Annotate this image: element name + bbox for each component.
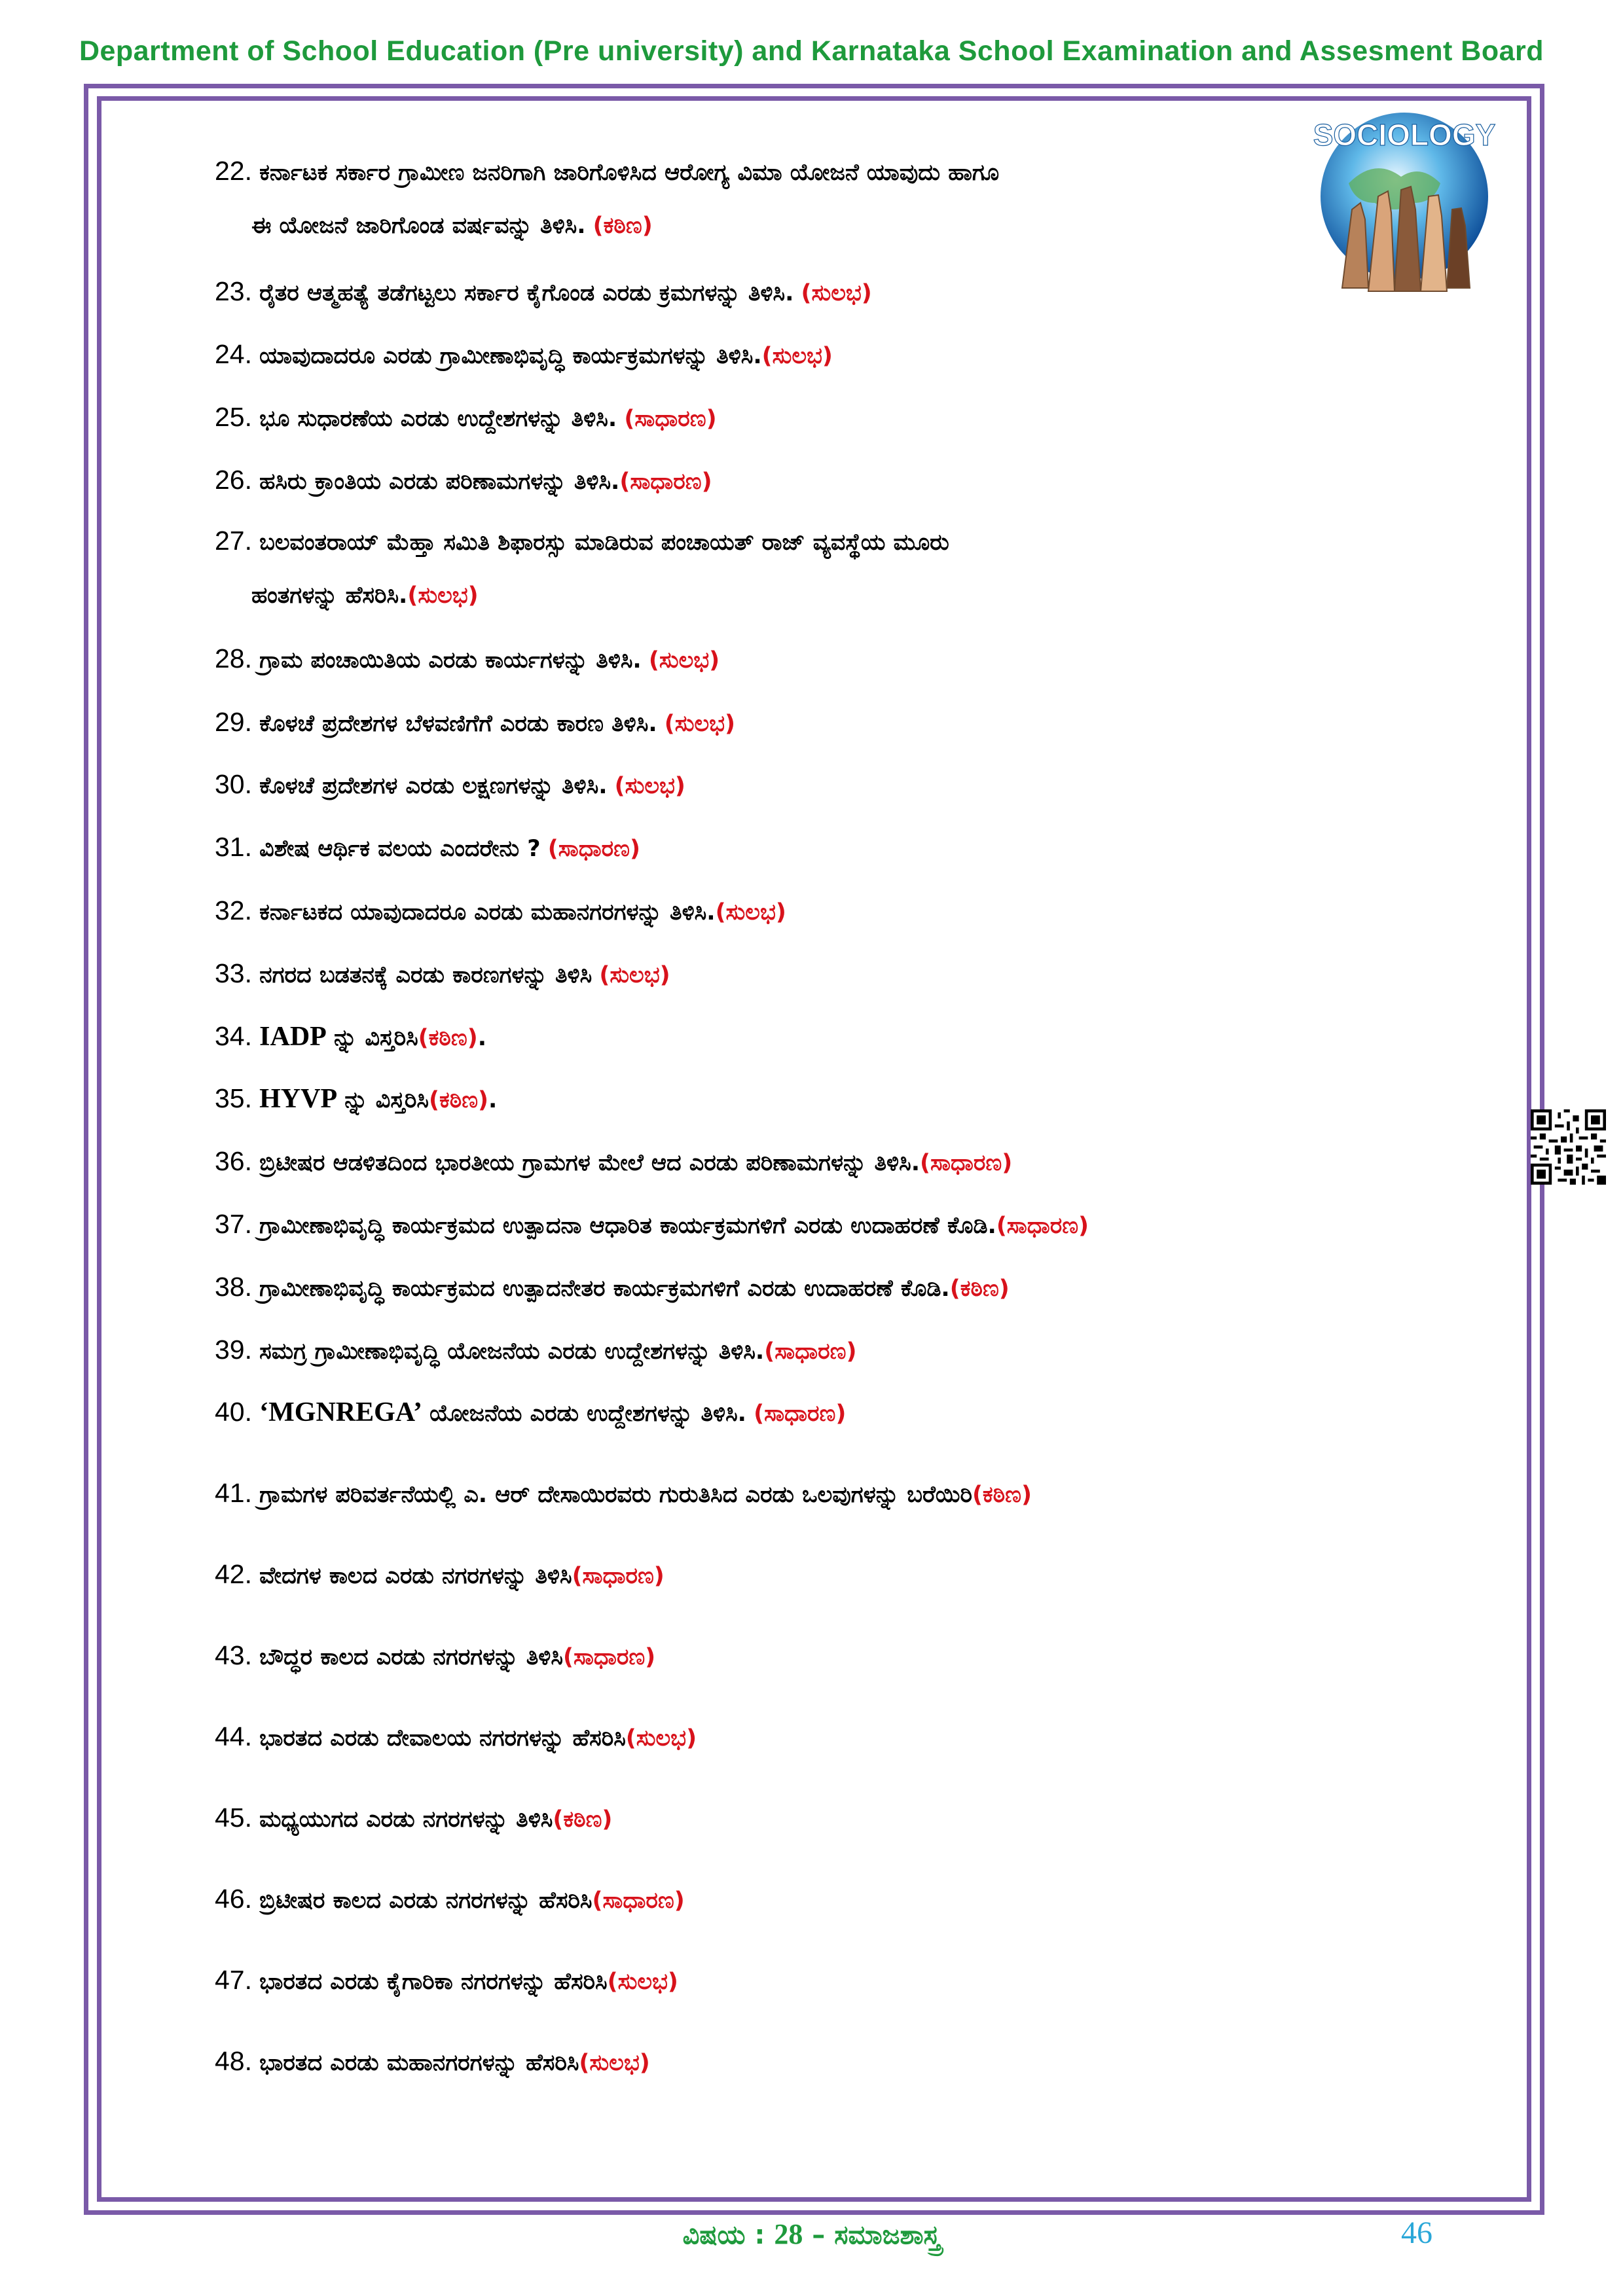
difficulty-label: (ಸುಲಭ) xyxy=(625,1725,697,1751)
difficulty-label: (ಸಾಧಾರಣ) xyxy=(624,406,717,432)
question-item xyxy=(215,2046,1341,2077)
question-item xyxy=(215,465,1341,495)
question-text: ಬ್ರಿಟೀಷರ ಆಡಳಿತದಿಂದ ಭಾರತೀಯ ಗ್ರಾಮಗಳ ಮೇಲೆ ಆದ ಎರಡು ಪರಿಣಾಮಗಳನ್ನು ತಿಳಿಸಿ. xyxy=(259,1150,920,1176)
difficulty-label: (ಸುಲಭ) xyxy=(579,2050,650,2076)
question-text-cont: ಈ ಯೋಜನೆ ಜಾರಿಗೊಂಡ ವರ್ಷವನ್ನು ತಿಳಿಸಿ. xyxy=(251,213,586,239)
question-number: 43. xyxy=(215,1640,252,1670)
difficulty-label: (ಸುಲಭ) xyxy=(614,773,685,799)
difficulty-label: (ಸುಲಭ) xyxy=(801,280,872,306)
question-text: ಭಾರತದ ಎರಡು ದೇವಾಲಯ ನಗರಗಳನ್ನು ಹೆಸರಿಸಿ xyxy=(259,1725,626,1751)
difficulty-label: (ಸಾಧಾರಣ) xyxy=(919,1150,1013,1176)
question-number: 48. xyxy=(215,2046,252,2076)
difficulty-label: (ಕಠಿಣ) xyxy=(949,1276,1010,1302)
question-number: 47. xyxy=(215,1965,252,1995)
question-text-cont: ಹಂತಗಳನ್ನು ಹೆಸರಿಸಿ. xyxy=(251,583,408,609)
question-item xyxy=(215,895,1341,926)
question-number: 45. xyxy=(215,1803,252,1833)
question-item xyxy=(215,832,1341,863)
question-number: 31. xyxy=(215,832,252,862)
question-text: ವೇದಗಳ ಕಾಲದ ಎರಡು ನಗರಗಳನ್ನು ತಿಳಿಸಿ xyxy=(259,1563,572,1589)
question-number: 29. xyxy=(215,707,252,737)
difficulty-label: (ಸಾಧಾರಣ) xyxy=(547,836,640,862)
question-number: 27. xyxy=(215,526,252,556)
question-item xyxy=(215,707,1341,738)
question-text: ಭಾರತದ ಎರಡು ಕೈಗಾರಿಕಾ ನಗರಗಳನ್ನು ಹೆಸರಿಸಿ xyxy=(259,1969,608,1995)
question-text: ಕರ್ನಾಟಕದ ಯಾವುದಾದರೂ ಎರಡು ಮಹಾನಗರಗಳನ್ನು ತಿಳಿಸಿ. xyxy=(259,899,716,925)
question-number: 38. xyxy=(215,1272,252,1302)
difficulty-label: (ಸುಲಭ) xyxy=(715,899,786,925)
question-item xyxy=(215,1272,1341,1302)
question-suffix: . xyxy=(477,1025,486,1051)
question-number: 24. xyxy=(215,339,252,369)
question-number: 41. xyxy=(215,1478,252,1508)
acronym-term: IADP xyxy=(259,1022,327,1052)
subject-name: ಸಮಾಜಶಾಸ್ತ್ರ xyxy=(834,2220,941,2250)
question-item xyxy=(215,1478,1341,1509)
question-number: 32. xyxy=(215,895,252,925)
question-item xyxy=(215,339,1341,370)
question-number: 40. xyxy=(215,1397,252,1427)
difficulty-label: (ಸಾಧಾರಣ) xyxy=(754,1401,847,1427)
difficulty-label: (ಕಠಿಣ) xyxy=(553,1806,613,1833)
question-text: ಸಮಗ್ರ ಗ್ರಾಮೀಣಾಭಿವೃದ್ಧಿ ಯೋಜನೆಯ ಎರಡು ಉದ್ದೇಶಗಳನ್ನು ತಿಳಿಸಿ. xyxy=(259,1338,765,1365)
question-number: 23. xyxy=(215,276,252,306)
question-text: ರೈತರ ಆತ್ಮಹತ್ಯೆ ತಡೆಗಟ್ಟಲು ಸರ್ಕಾರ ಕೈಗೊಂಡ ಎರಡು ಕ್ರಮಗಳನ್ನು ತಿಳಿಸಿ. xyxy=(259,280,794,306)
difficulty-label: (ಸಾಧಾರಣ) xyxy=(592,1888,685,1914)
question-number: 22. xyxy=(215,156,252,186)
difficulty-label: (ಸುಲಭ) xyxy=(761,343,833,369)
question-item xyxy=(215,1209,1341,1240)
logo-text: SOCIOLOGY xyxy=(1313,118,1496,152)
question-item xyxy=(215,402,1341,433)
subject-separator: – xyxy=(812,2220,826,2250)
question-item xyxy=(215,1397,1341,1428)
difficulty-label: (ಸಾಧಾರಣ) xyxy=(572,1563,665,1589)
question-text: ಮಧ್ಯಯುಗದ ಎರಡು ನಗರಗಳನ್ನು ತಿಳಿಸಿ xyxy=(259,1806,553,1833)
difficulty-label: (ಸುಲಭ) xyxy=(664,711,736,737)
question-text: ಯಾವುದಾದರೂ ಎರಡು ಗ್ರಾಮೀಣಾಭಿವೃದ್ಧಿ ಕಾರ್ಯಕ್ರಮಗಳನ್ನು ತಿಳಿಸಿ. xyxy=(259,343,762,369)
question-item xyxy=(215,643,1341,674)
question-text: ಯೋಜನೆಯ ಎರಡು ಉದ್ದೇಶಗಳನ್ನು ತಿಳಿಸಿ. xyxy=(429,1401,746,1427)
difficulty-label: (ಕಠಿಣ) xyxy=(593,213,653,239)
question-item xyxy=(215,1021,1341,1052)
question-text: ಗ್ರಾಮಗಳ ಪರಿವರ್ತನೆಯಲ್ಲಿ ಎ. ಆರ್ ದೇಸಾಯಿರವರು ಗುರುತಿಸಿದ ಎರಡು ಒಲವುಗಳನ್ನು ಬರೆಯಿರಿ xyxy=(259,1482,972,1508)
subject-prefix: ವಿಷಯ : xyxy=(682,2220,765,2250)
difficulty-label: (ಕಠಿಣ) xyxy=(428,1087,489,1113)
scheme-term: ‘MGNREGA’ xyxy=(259,1397,422,1427)
question-item xyxy=(215,526,1341,609)
acronym-term: HYVP xyxy=(259,1084,338,1114)
question-text: ಭೂ ಸುಧಾರಣೆಯ ಎರಡು ಉದ್ದೇಶಗಳನ್ನು ತಿಳಿಸಿ. xyxy=(259,406,617,432)
question-item xyxy=(215,1640,1341,1671)
page-header: Department of School Education (Pre university) and Karnataka School Examination and Assesment Board xyxy=(79,35,1544,67)
question-item xyxy=(215,276,1341,307)
question-number: 34. xyxy=(215,1021,252,1051)
question-item xyxy=(215,769,1341,800)
question-text: ಕೊಳಚೆ ಪ್ರದೇಶಗಳ ಬೆಳವಣಿಗೆಗೆ ಎರಡು ಕಾರಣ ತಿಳಿಸಿ. xyxy=(259,711,657,737)
question-number: 25. xyxy=(215,402,252,432)
question-item xyxy=(215,1965,1341,1996)
question-item xyxy=(215,1083,1341,1115)
question-item xyxy=(215,1884,1341,1914)
question-text: ಹಸಿರು ಕ್ರಾಂತಿಯ ಎರಡು ಪರಿಣಾಮಗಳನ್ನು ತಿಳಿಸಿ. xyxy=(259,469,620,495)
question-text: ಗ್ರಾಮೀಣಾಭಿವೃದ್ಧಿ ಕಾರ್ಯಕ್ರಮದ ಉತ್ಪಾದನೇತರ ಕಾರ್ಯಕ್ರಮಗಳಿಗೆ ಎರಡು ಉದಾಹರಣೆ ಕೊಡಿ. xyxy=(259,1276,950,1302)
difficulty-label: (ಸುಲಭ) xyxy=(599,962,670,988)
question-text: ಬಲವಂತರಾಯ್ ಮೆಹ್ತಾ ಸಮಿತಿ ಶಿಫಾರಸ್ಸು ಮಾಡಿರುವ ಪಂಚಾಯತ್ ರಾಜ್ ವ್ಯವಸ್ಥೆಯ ಮೂರು xyxy=(259,529,949,556)
question-number: 46. xyxy=(215,1884,252,1914)
question-item xyxy=(215,1335,1341,1365)
question-text: ನಗರದ ಬಡತನಕ್ಕೆ ಎರಡು ಕಾರಣಗಳನ್ನು ತಿಳಿಸಿ xyxy=(259,962,593,988)
question-text: ಭಾರತದ ಎರಡು ಮಹಾನಗರಗಳನ್ನು ಹೆಸರಿಸಿ xyxy=(259,2050,579,2076)
difficulty-label: (ಸುಲಭ) xyxy=(607,1969,678,1995)
question-number: 28. xyxy=(215,643,252,673)
page-number: 46 xyxy=(1401,2215,1432,2250)
question-text: ಗ್ರಾಮೀಣಾಭಿವೃದ್ಧಿ ಕಾರ್ಯಕ್ರಮದ ಉತ್ಪಾದನಾ ಆಧಾರಿತ ಕಾರ್ಯಕ್ರಮಗಳಿಗೆ ಎರಡು ಉದಾಹರಣೆ ಕೊಡಿ. xyxy=(259,1213,996,1239)
question-text: ನ್ನು ವಿಸ್ತರಿಸಿ xyxy=(333,1025,418,1051)
question-number: 44. xyxy=(215,1721,252,1751)
question-number: 33. xyxy=(215,958,252,988)
difficulty-label: (ಕಠಿಣ) xyxy=(418,1025,478,1051)
footer-subject xyxy=(0,2217,1623,2251)
difficulty-label: (ಸಾಧಾರಣ) xyxy=(996,1213,1089,1239)
question-text: ವಿಶೇಷ ಆರ್ಥಿಕ ವಲಯ ಎಂದರೇನು ? xyxy=(259,836,541,862)
difficulty-label: (ಸಾಧಾರಣ) xyxy=(764,1338,857,1365)
difficulty-label: (ಸಾಧಾರಣ) xyxy=(562,1644,656,1670)
question-number: 30. xyxy=(215,769,252,799)
question-item xyxy=(215,958,1341,989)
question-item xyxy=(215,1559,1341,1590)
difficulty-label: (ಸುಲಭ) xyxy=(407,583,479,609)
question-number: 39. xyxy=(215,1335,252,1365)
difficulty-label: (ಸಾಧಾರಣ) xyxy=(619,469,712,495)
question-text: ಬೌದ್ಧರ ಕಾಲದ ಎರಡು ನಗರಗಳನ್ನು ತಿಳಿಸಿ xyxy=(259,1644,563,1670)
question-text: ನ್ನು ವಿಸ್ತರಿಸಿ xyxy=(344,1087,429,1113)
question-number: 36. xyxy=(215,1146,252,1176)
difficulty-label: (ಕಠಿಣ) xyxy=(972,1482,1032,1508)
question-number: 26. xyxy=(215,465,252,495)
question-number: 35. xyxy=(215,1083,252,1113)
question-item xyxy=(215,1721,1341,1752)
question-item xyxy=(215,1803,1341,1833)
question-suffix: . xyxy=(488,1087,498,1113)
question-text: ಗ್ರಾಮ ಪಂಚಾಯಿತಿಯ ಎರಡು ಕಾರ್ಯಗಳನ್ನು ತಿಳಿಸಿ. xyxy=(259,647,642,673)
question-item xyxy=(215,156,1341,239)
question-text: ಬ್ರಿಟೀಷರ ಕಾಲದ ಎರಡು ನಗರಗಳನ್ನು ಹೆಸರಿಸಿ xyxy=(259,1888,593,1914)
question-number: 42. xyxy=(215,1559,252,1589)
question-text: ಕರ್ನಾಟಕ ಸರ್ಕಾರ ಗ್ರಾಮೀಣ ಜನರಿಗಾಗಿ ಜಾರಿಗೊಳಿಸಿದ ಆರೋಗ್ಯ ವಿಮಾ ಯೋಜನೆ ಯಾವುದು ಹಾಗೂ xyxy=(259,160,1000,186)
subject-number: 28 xyxy=(774,2218,803,2250)
difficulty-label: (ಸುಲಭ) xyxy=(648,647,720,673)
question-item xyxy=(215,1146,1341,1177)
question-text: ಕೊಳಚೆ ಪ್ರದೇಶಗಳ ಎರಡು ಲಕ್ಷಣಗಳನ್ನು ತಿಳಿಸಿ. xyxy=(259,773,608,799)
question-number: 37. xyxy=(215,1209,252,1239)
